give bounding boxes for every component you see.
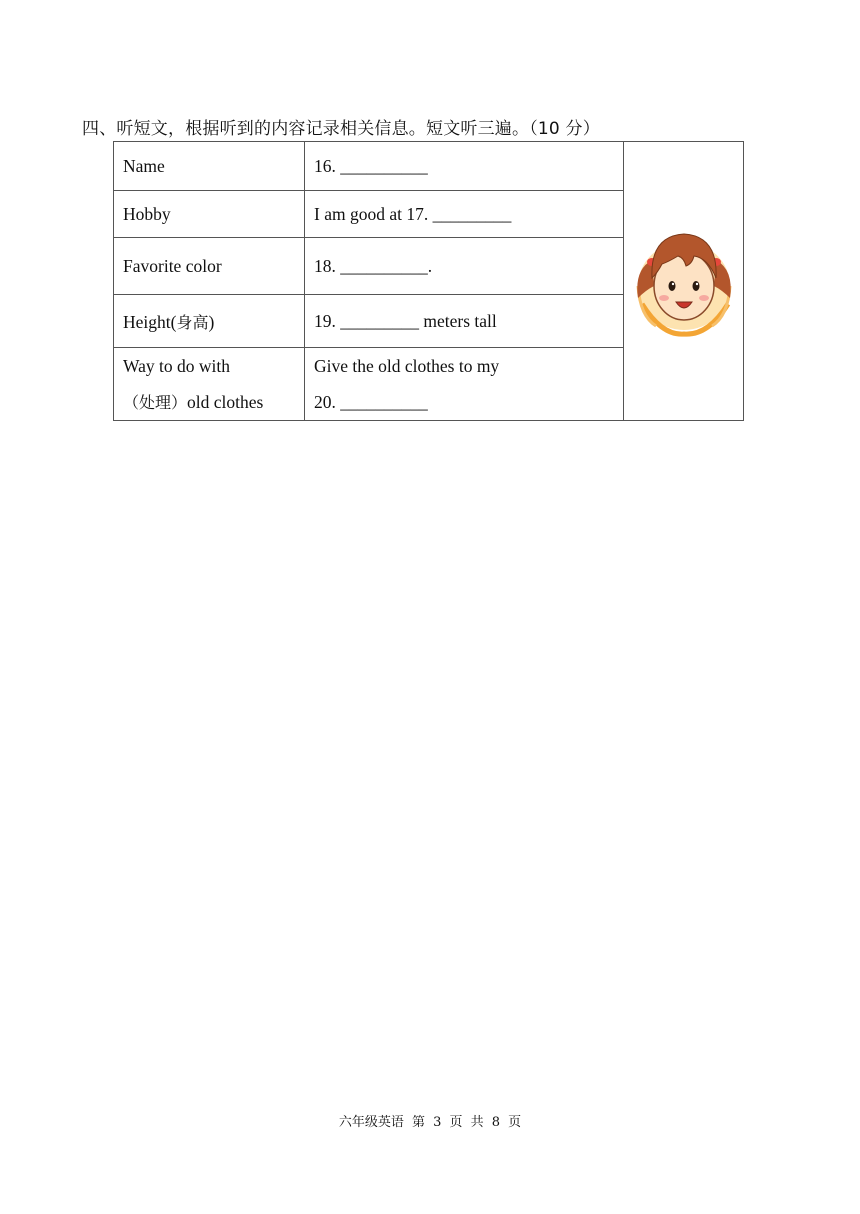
label-old-clothes — [114, 348, 305, 421]
label-old-clothes-line1: Way to do with — [123, 356, 230, 376]
value-old-clothes-line2: 20. __________ — [314, 392, 428, 412]
value-hobby: I am good at 17. _________ — [305, 191, 624, 238]
label-height-en: Height( — [123, 311, 177, 332]
page-footer: 六年级英语 第 3 页 共 8 页 — [338, 1115, 522, 1130]
label-name: Name — [114, 142, 305, 191]
label-height-tail: ) — [208, 311, 215, 332]
label-old-clothes-en: old clothes — [187, 392, 264, 412]
label-favorite-color: Favorite color — [114, 238, 305, 295]
value-height: 19. _________ meters tall — [305, 295, 624, 348]
label-old-clothes-line2 — [123, 384, 304, 420]
table-row — [114, 142, 744, 191]
value-name: 16. __________ — [305, 142, 624, 191]
label-height — [114, 295, 305, 348]
info-table — [113, 141, 744, 421]
label-old-clothes-cjk: （处理） — [123, 393, 188, 412]
label-height-cjk: 身高 — [176, 312, 209, 332]
label-hobby: Hobby — [114, 191, 305, 238]
value-favorite-color: 18. __________. — [305, 238, 624, 295]
picture-cell — [624, 142, 744, 421]
section-title: 四、听短文，根据听到的内容记录相关信息。短文听三遍。（10 分） — [82, 119, 600, 139]
value-old-clothes — [305, 348, 624, 421]
value-old-clothes-line1: Give the old clothes to my — [314, 356, 500, 376]
girl-face-cartoon-icon — [632, 216, 736, 342]
